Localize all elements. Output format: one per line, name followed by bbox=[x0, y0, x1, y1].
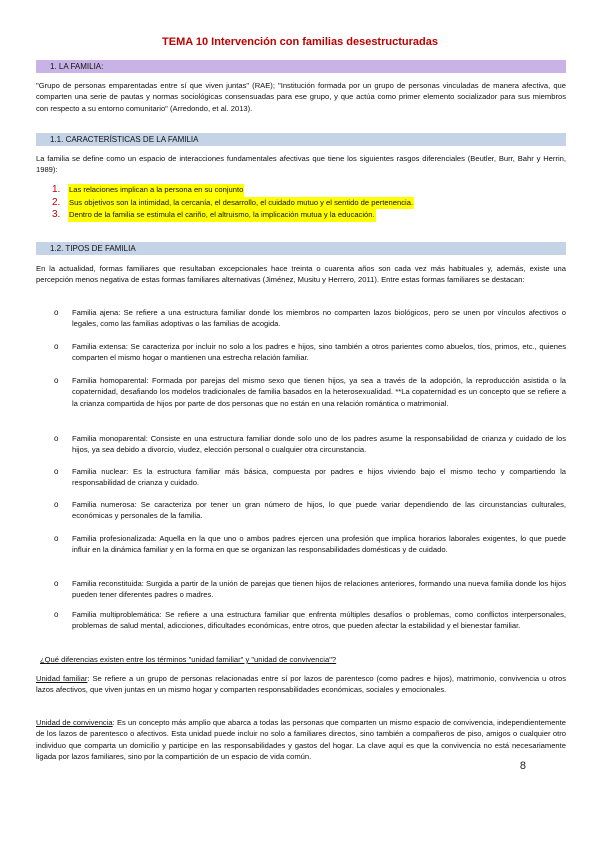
item-text: Las relaciones implican a la persona en su conjunto bbox=[68, 184, 244, 197]
bullet-marker: o bbox=[54, 376, 59, 385]
bullet-marker: o bbox=[54, 579, 59, 588]
section-heading-tipos: 1.2. TIPOS DE FAMILIA bbox=[36, 242, 566, 255]
section-heading-familia: 1. LA FAMILIA: bbox=[36, 60, 566, 73]
family-type-text: Familia reconstituida: Surgida a partir de la unión de parejas que tienen hijos de relaciones anteriores, formando una nueva familia donde los hijos pueden tener diferentes padres o madres. bbox=[72, 579, 566, 600]
item-number: 2. bbox=[52, 196, 61, 208]
unidad-familiar-label: Unidad familiar bbox=[36, 674, 88, 683]
list-item bbox=[54, 307, 566, 330]
family-type-text: Familia multiproblemática: Se refiere a una estructura familiar que enfrenta múltiples desafíos o problemas, como conflictos interpersonales, problemas de salud mental, adicciones, dificultades económicas, entre otros, que pueden afectar la estabilidad y el bienestar familiar. bbox=[72, 610, 566, 631]
family-type-text: Familia numerosa: Se caracteriza por tener un gran número de hijos, lo que puede variar dependiendo de las circunstancias culturales, económicas y personales de la familia. bbox=[72, 500, 566, 521]
section-heading-caracteristicas: 1.1. CARACTERÍSTICAS DE LA FAMILIA bbox=[36, 133, 566, 146]
family-type-text: Familia monoparental: Consiste en una estructura familiar donde solo uno de los padres asume la responsabilidad de crianza y cuidado de los hijos, ya sea debido a divorcio, viudez, elección personal o cualquier otra circunstancia. bbox=[72, 434, 566, 455]
list-item bbox=[54, 578, 566, 601]
bullet-marker: o bbox=[54, 434, 59, 443]
caracteristicas-intro: La familia se define como un espacio de interacciones fundamentales afectivas que tiene los siguientes rasgos diferenciales (Beutler, Burr, Bahr y Herrin, 1989): bbox=[36, 154, 566, 175]
familia-definition: "Grupo de personas emparentadas entre sí que viven juntas" (RAE); "Institución formada por un grupo de personas vinculadas de manera afectiva, que comparten una serie de pautas y normas sociológicas consensuadas para ese grupo, y que actúa como primer elemento socializador para sus miembros con respecto a su entorno comunitario" (Arredondo, et al. 2013). bbox=[36, 81, 566, 113]
list-item bbox=[54, 609, 566, 632]
item-number: 1. bbox=[52, 184, 61, 195]
bullet-marker: o bbox=[54, 610, 59, 619]
document-title: TEMA 10 Intervención con familias desestructuradas bbox=[162, 36, 438, 48]
item-number: 3. bbox=[52, 209, 61, 221]
list-item bbox=[54, 499, 566, 522]
list-item bbox=[54, 466, 566, 489]
bullet-marker: o bbox=[54, 467, 59, 476]
bullet-marker: o bbox=[54, 308, 59, 317]
bullet-marker: o bbox=[54, 342, 59, 351]
question-heading: ¿Qué diferencias existen entre los términos "unidad familiar" y "unidad de convivencia"? bbox=[40, 655, 337, 664]
unidad-convivencia-text: : Es un concepto más amplio que abarca a todas las personas que comparten un mismo espacio de convivencia, independientemente de los lazos de parentesco o afectivos. Esta unidad puede incluir no solo a familiares directos, sino también a compañeros de piso, amigos o cualquier otro individuo que comparta un domicilio y participe en las responsabilidades y gastos del hogar. La clave aquí es que la convivencia no está necesariamente ligada por lazos familiares, sino por la compartición de un espacio de vida común. bbox=[36, 718, 566, 762]
list-item bbox=[54, 533, 566, 556]
item-text: Sus objetivos son la intimidad, la cercanía, el desarrollo, el cuidado mutuo y el sentido de pertenencia. bbox=[68, 197, 414, 210]
list-item bbox=[52, 184, 522, 197]
unidad-familiar-paragraph bbox=[36, 673, 566, 696]
family-type-text: Familia homoparental: Formada por parejas del mismo sexo que tienen hijos, ya sea a través de la adopción, la reproducción asistida o la copaternidad, desafiando los modelos tradicionales de familia basados en la heterosexualidad. **La copaternidad es un concepto que se refiere a la crianza compartida de hijos por parte de dos personas que no están en una relación romántica o matrimonial. bbox=[72, 376, 566, 408]
list-item bbox=[52, 209, 522, 222]
list-item bbox=[54, 341, 566, 364]
family-type-text: Familia ajena: Se refiere a una estructura familiar donde los miembros no comparten lazos biológicos, pero se unen por vínculos afectivos o legales, como las familias adoptivas o las familias de acogida. bbox=[72, 308, 566, 329]
unidad-convivencia-paragraph bbox=[36, 717, 566, 763]
family-type-text: Familia nuclear: Es la estructura familiar más básica, compuesta por padres e hijos viviendo bajo el mismo techo y compartiendo la responsabilidad de crianza y cuidado. bbox=[72, 467, 566, 488]
unidad-convivencia-label: Unidad de convivencia bbox=[36, 718, 113, 727]
family-type-text: Familia profesionalizada: Aquella en la que uno o ambos padres ejercen una profesión que implica horarios laborales exigentes, lo que puede influir en la dinámica familiar y en la forma en que se organizan las responsabilidades domésticas y de cuidado. bbox=[72, 534, 566, 555]
family-type-text: Familia extensa: Se caracteriza por incluir no solo a los padres e hijos, sino también a otros parientes como abuelos, tíos, primos, etc., quienes comparten el mismo hogar o mantienen una estrecha relación familiar. bbox=[72, 342, 566, 363]
list-item bbox=[54, 433, 566, 456]
bullet-marker: o bbox=[54, 500, 59, 509]
bullet-marker: o bbox=[54, 534, 59, 543]
item-text: Dentro de la familia se estimula el cariño, el altruismo, la implicación mutua y la educación. bbox=[68, 209, 376, 222]
page-number: 8 bbox=[519, 760, 526, 772]
tipos-intro: En la actualidad, formas familiares que resultaban excepcionales hace treinta o cuarenta años son cada vez más habituales y, además, existe una percepción menos negativa de estas formas familiares alternativas (Jiménez, Musitu y Herrero, 2011). Entre estas formas familiares se destacan: bbox=[36, 264, 566, 285]
list-item bbox=[52, 197, 522, 210]
list-item bbox=[54, 375, 566, 409]
unidad-familiar-text: : Se refiere a un grupo de personas relacionadas entre sí por lazos de parentesco (como padres e hijos), matrimonio, convivencia u otros lazos afectivos, que viven juntas en un mismo hogar y comparten responsabilidades económicas, sociales y emocionales. bbox=[36, 674, 566, 695]
caracteristicas-list bbox=[52, 184, 522, 222]
